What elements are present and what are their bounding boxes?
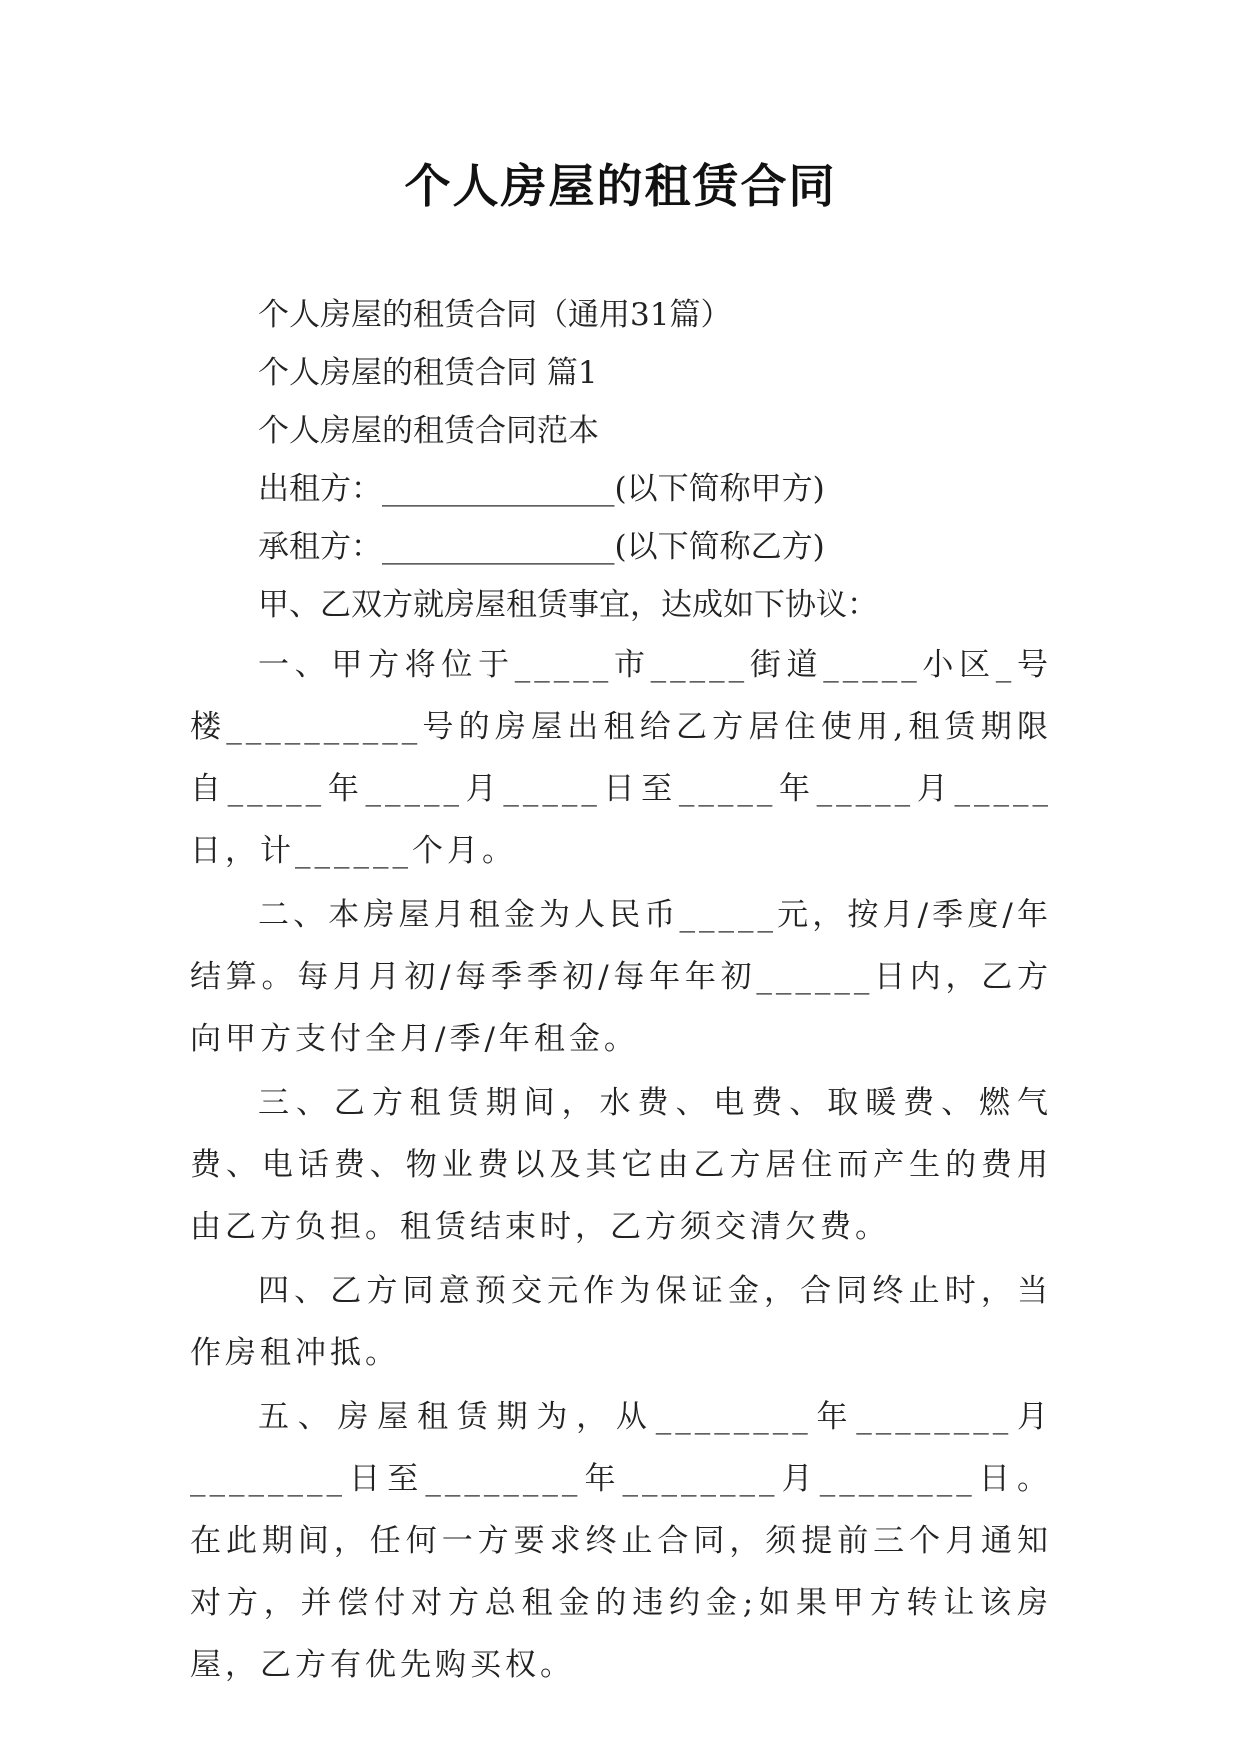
lessor-line: 出租方：_______________(以下简称甲方) (258, 471, 825, 507)
lessee-line: 承租方：_______________(以下简称乙方) (258, 529, 825, 565)
document-body (190, 286, 1052, 1698)
template-heading: 个人房屋的租赁合同范本 (258, 413, 599, 449)
section-heading: 个人房屋的租赁合同 篇1 (258, 355, 598, 391)
clause-4: 四、乙方同意预交元作为保证金，合同终止时，当作房租冲抵。 (190, 1273, 1052, 1371)
document-title: 个人房屋的租赁合同 (404, 159, 837, 213)
clause-2: 二、本房屋月租金为人民币_____元，按月/季度/年结算。每月月初/每季季初/每年年初______日内，乙方向甲方支付全月/季/年租金。 (190, 897, 1052, 1057)
clause-3: 三、乙方租赁期间，水费、电费、取暖费、燃气费、电话费、物业费以及其它由乙方居住而产生的费用由乙方负担。租赁结束时，乙方须交清欠费。 (190, 1085, 1052, 1245)
intro-paragraph: 甲、乙双方就房屋租赁事宜，达成如下协议： (258, 587, 878, 623)
clause-1: 一、甲方将位于_____市_____街道_____小区_号楼__________号的房屋出租给乙方居住使用,租赁期限自_____年_____月_____日至_____年_____月_____日，计______个月。 (190, 647, 1052, 869)
document-subtitle: 个人房屋的租赁合同（通用31篇） (258, 297, 732, 333)
clause-5: 五、房屋租赁期为，从________年________月________日至________年________月________日。在此期间，任何一方要求终止合同，须提前三个月通知对方，并偿付对方总租金的违约金;如果甲方转让该房屋，乙方有优先购买权。 (190, 1399, 1052, 1683)
